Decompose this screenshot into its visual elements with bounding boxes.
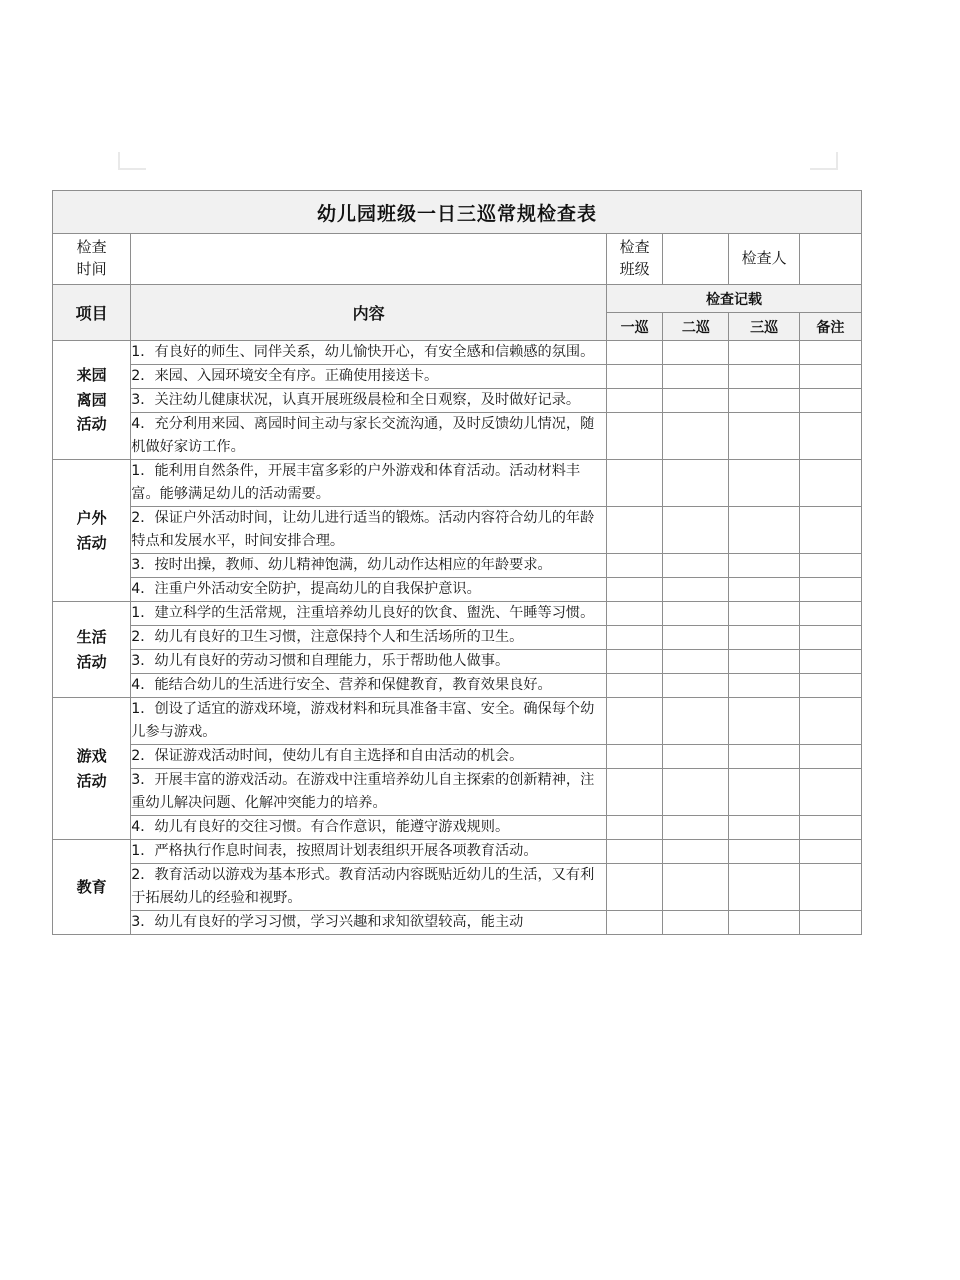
record-cell-4[interactable]: [799, 745, 861, 769]
criterion-text: 3．开展丰富的游戏活动。在游戏中注重培养幼儿自主探索的创新精神，注重幼儿解决问题、化解冲突能力的培养。: [131, 769, 607, 816]
record-cell-2[interactable]: [663, 554, 729, 578]
record-cell-2[interactable]: [663, 460, 729, 507]
record-cell-1[interactable]: [607, 602, 663, 626]
table-row: [53, 460, 862, 507]
criterion-text: 2．教育活动以游戏为基本形式。教育活动内容既贴近幼儿的生活，又有利于拓展幼儿的经验和视野。: [131, 864, 607, 911]
inspection-class-label: [607, 234, 663, 285]
column-header-item: 项目: [53, 285, 131, 341]
record-cell-3[interactable]: [729, 698, 799, 745]
criterion-text: 3．幼儿有良好的劳动习惯和自理能力，乐于帮助他人做事。: [131, 650, 607, 674]
record-cell-1[interactable]: [607, 650, 663, 674]
column-header-patrol-3: 三巡: [729, 313, 799, 341]
title-row: [53, 191, 862, 234]
record-cell-1[interactable]: [607, 578, 663, 602]
record-cell-2[interactable]: [663, 911, 729, 935]
table-row: [53, 840, 862, 864]
criterion-text: 3．幼儿有良好的学习习惯，学习兴趣和求知欲望较高，能主动: [131, 911, 607, 935]
record-cell-1[interactable]: [607, 674, 663, 698]
section-label-line: 生活: [76, 627, 107, 646]
table-row: [53, 413, 862, 460]
table-row: [53, 745, 862, 769]
table-row: [53, 578, 862, 602]
section-label: [53, 341, 131, 460]
record-cell-3[interactable]: [729, 602, 799, 626]
record-cell-2[interactable]: [663, 816, 729, 840]
record-cell-4[interactable]: [799, 911, 861, 935]
inspection-table: [52, 190, 862, 935]
record-cell-4[interactable]: [799, 554, 861, 578]
criterion-text: 1．有良好的师生、同伴关系，幼儿愉快开心，有安全感和信赖感的氛围。: [131, 341, 607, 365]
record-cell-1[interactable]: [607, 698, 663, 745]
table-row: [53, 389, 862, 413]
record-cell-2[interactable]: [663, 864, 729, 911]
record-cell-3[interactable]: [729, 911, 799, 935]
table-row: [53, 554, 862, 578]
record-cell-2[interactable]: [663, 602, 729, 626]
record-cell-2[interactable]: [663, 578, 729, 602]
record-cell-1[interactable]: [607, 413, 663, 460]
record-cell-3[interactable]: [729, 554, 799, 578]
section-label-line: 离园: [76, 390, 107, 409]
record-cell-1[interactable]: [607, 389, 663, 413]
section-label: [53, 698, 131, 840]
criterion-text: 4．幼儿有良好的交往习惯。有合作意识，能遵守游戏规则。: [131, 816, 607, 840]
record-cell-4[interactable]: [799, 769, 861, 816]
section-label: [53, 602, 131, 698]
criterion-text: 4．注重户外活动安全防护，提高幼儿的自我保护意识。: [131, 578, 607, 602]
column-header-content: 内容: [131, 285, 607, 341]
record-cell-3[interactable]: [729, 745, 799, 769]
document-title: 幼儿园班级一日三巡常规检查表: [53, 191, 862, 234]
criterion-text: 2．保证户外活动时间，让幼儿进行适当的锻炼。活动内容符合幼儿的年龄特点和发展水平，时间安排合理。: [131, 507, 607, 554]
record-cell-4[interactable]: [799, 674, 861, 698]
inspector-value-field[interactable]: [799, 234, 861, 285]
record-cell-1[interactable]: [607, 341, 663, 365]
column-header-note: 备注: [799, 313, 861, 341]
table-row: [53, 769, 862, 816]
record-cell-4[interactable]: [799, 650, 861, 674]
record-cell-3[interactable]: [729, 626, 799, 650]
record-cell-4[interactable]: [799, 460, 861, 507]
record-cell-4[interactable]: [799, 389, 861, 413]
table-row: [53, 602, 862, 626]
criterion-text: 1．建立科学的生活常规，注重培养幼儿良好的饮食、盥洗、午睡等习惯。: [131, 602, 607, 626]
section-label-line: 游戏: [76, 746, 107, 765]
record-cell-3[interactable]: [729, 816, 799, 840]
column-header-record-group: 检查记载: [607, 285, 862, 313]
criterion-text: 4．能结合幼儿的生活进行安全、营养和保健教育，教育效果良好。: [131, 674, 607, 698]
inspector-label: 检查人: [729, 234, 799, 285]
record-cell-2[interactable]: [663, 507, 729, 554]
record-cell-2[interactable]: [663, 389, 729, 413]
record-cell-2[interactable]: [663, 650, 729, 674]
section-label-line: 活动: [76, 652, 107, 671]
section-label-line: 教育: [76, 877, 107, 896]
table-row: [53, 816, 862, 840]
table-row: [53, 698, 862, 745]
record-cell-4[interactable]: [799, 864, 861, 911]
record-cell-4[interactable]: [799, 602, 861, 626]
inspection-time-label: [53, 234, 131, 285]
section-label-line: 活动: [76, 415, 107, 434]
record-cell-3[interactable]: [729, 650, 799, 674]
table-row: [53, 911, 862, 935]
record-cell-2[interactable]: [663, 745, 729, 769]
criterion-text: 2．幼儿有良好的卫生习惯，注意保持个人和生活场所的卫生。: [131, 626, 607, 650]
criterion-text: 2．保证游戏活动时间，使幼儿有自主选择和自由活动的机会。: [131, 745, 607, 769]
inspection-time-label-line1: 检查: [76, 238, 107, 257]
column-header-patrol-2: 二巡: [663, 313, 729, 341]
record-cell-3[interactable]: [729, 507, 799, 554]
inspection-class-value-field[interactable]: [663, 234, 729, 285]
record-cell-4[interactable]: [799, 413, 861, 460]
record-cell-2[interactable]: [663, 840, 729, 864]
crop-mark-right-icon: [810, 152, 838, 170]
record-cell-2[interactable]: [663, 365, 729, 389]
section-label-line: 活动: [76, 533, 107, 552]
section-label-line: 活动: [76, 771, 107, 790]
record-cell-2[interactable]: [663, 769, 729, 816]
record-cell-1[interactable]: [607, 816, 663, 840]
criterion-text: 1．能利用自然条件，开展丰富多彩的户外游戏和体育活动。活动材料丰富。能够满足幼儿的活动需要。: [131, 460, 607, 507]
criterion-text: 4．充分利用来园、离园时间主动与家长交流沟通，及时反馈幼儿情况，随机做好家访工作。: [131, 413, 607, 460]
inspection-class-label-line2: 班级: [619, 260, 650, 278]
record-cell-3[interactable]: [729, 840, 799, 864]
record-cell-2[interactable]: [663, 674, 729, 698]
criterion-text: 1．创设了适宜的游戏环境，游戏材料和玩具准备丰富、安全。确保每个幼儿参与游戏。: [131, 698, 607, 745]
record-cell-3[interactable]: [729, 389, 799, 413]
record-cell-4[interactable]: [799, 840, 861, 864]
record-cell-3[interactable]: [729, 365, 799, 389]
record-cell-1[interactable]: [607, 507, 663, 554]
table-row: [53, 626, 862, 650]
crop-mark-left-icon: [118, 152, 146, 170]
inspection-sheet-viewport: [52, 190, 862, 1128]
record-cell-1[interactable]: [607, 840, 663, 864]
record-cell-2[interactable]: [663, 341, 729, 365]
record-cell-4[interactable]: [799, 816, 861, 840]
record-cell-1[interactable]: [607, 460, 663, 507]
record-cell-1[interactable]: [607, 864, 663, 911]
table-row: [53, 864, 862, 911]
record-cell-2[interactable]: [663, 626, 729, 650]
section-label-line: 户外: [76, 508, 107, 527]
inspection-class-label-line1: 检查: [619, 238, 650, 257]
table-row: [53, 674, 862, 698]
record-cell-3[interactable]: [729, 578, 799, 602]
criterion-text: 1．严格执行作息时间表，按照周计划表组织开展各项教育活动。: [131, 840, 607, 864]
record-cell-4[interactable]: [799, 578, 861, 602]
record-cell-1[interactable]: [607, 769, 663, 816]
record-cell-4[interactable]: [799, 626, 861, 650]
table-row: [53, 365, 862, 389]
record-cell-1[interactable]: [607, 745, 663, 769]
record-cell-4[interactable]: [799, 507, 861, 554]
record-cell-1[interactable]: [607, 911, 663, 935]
record-cell-1[interactable]: [607, 554, 663, 578]
inspection-time-value-field[interactable]: [131, 234, 607, 285]
record-cell-3[interactable]: [729, 460, 799, 507]
record-cell-3[interactable]: [729, 674, 799, 698]
table-row: [53, 650, 862, 674]
criterion-text: 2．来园、入园环境安全有序。正确使用接送卡。: [131, 365, 607, 389]
inspection-time-label-line2: 时间: [76, 260, 107, 278]
record-cell-2[interactable]: [663, 698, 729, 745]
record-cell-1[interactable]: [607, 365, 663, 389]
record-cell-3[interactable]: [729, 864, 799, 911]
column-header-patrol-1: 一巡: [607, 313, 663, 341]
table-row: [53, 507, 862, 554]
record-cell-4[interactable]: [799, 341, 861, 365]
record-cell-1[interactable]: [607, 626, 663, 650]
info-row: [53, 234, 862, 285]
record-cell-2[interactable]: [663, 413, 729, 460]
section-label: [53, 460, 131, 602]
record-cell-3[interactable]: [729, 413, 799, 460]
criterion-text: 3．按时出操，教师、幼儿精神饱满，幼儿动作达相应的年龄要求。: [131, 554, 607, 578]
record-cell-3[interactable]: [729, 341, 799, 365]
section-label-line: 来园: [76, 365, 107, 384]
criterion-text: 3．关注幼儿健康状况，认真开展班级晨检和全日观察，及时做好记录。: [131, 389, 607, 413]
table-row: [53, 341, 862, 365]
record-cell-4[interactable]: [799, 698, 861, 745]
record-cell-4[interactable]: [799, 365, 861, 389]
section-label: [53, 840, 131, 935]
record-cell-3[interactable]: [729, 769, 799, 816]
column-header-row-1: [53, 285, 862, 313]
